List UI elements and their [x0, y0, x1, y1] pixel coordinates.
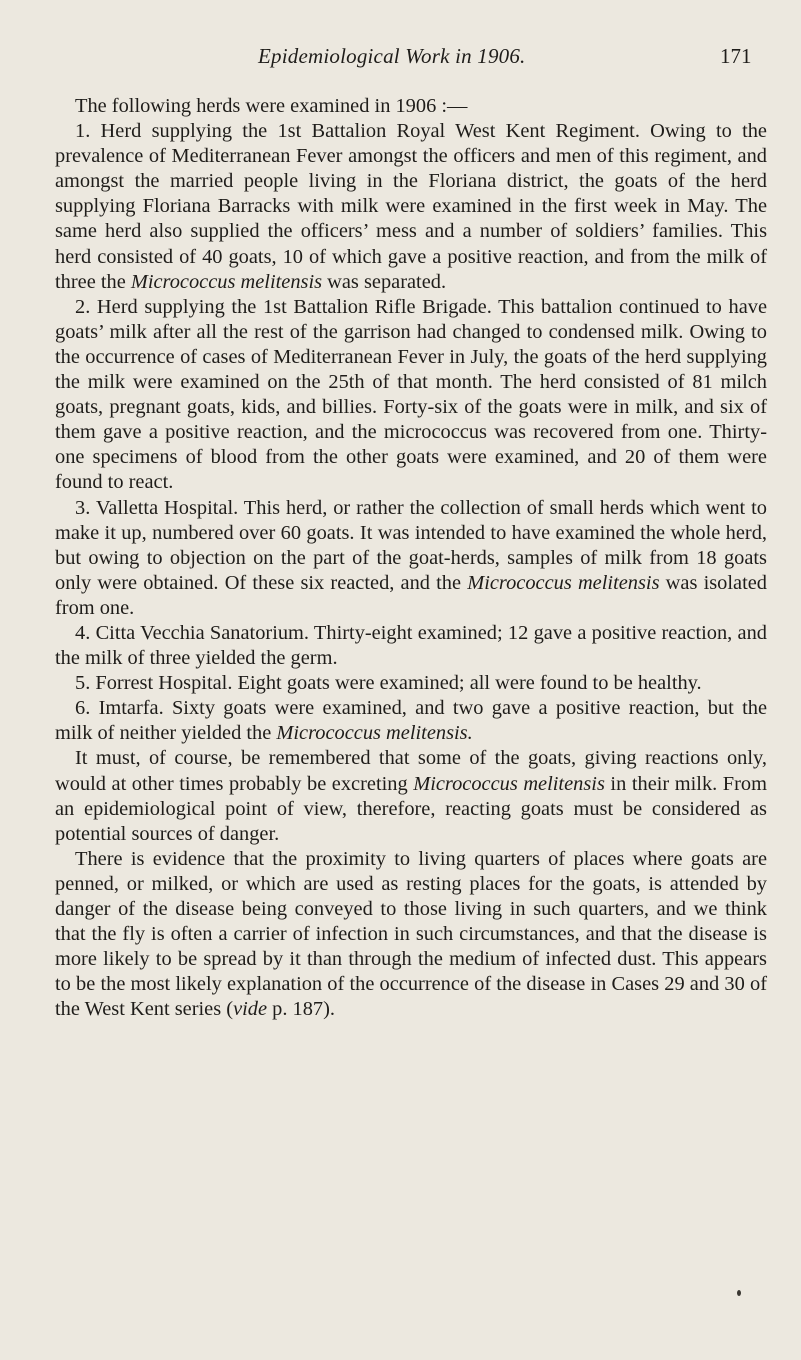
herd-4-paragraph	[55, 621, 767, 671]
remark-text-end: in their milk. From an epidemiological point of view, therefore, reacting goats must be considered as potential sources of danger.	[55, 772, 767, 845]
species-name: Micrococcus melitensis	[130, 270, 323, 293]
species-name: Micrococcus melitensis	[467, 571, 660, 594]
vide-word: vide	[233, 998, 268, 1021]
running-title: Epidemiological Work in 1906.	[258, 44, 526, 68]
remark-paragraph	[55, 746, 767, 846]
evidence-text: There is evidence that the proximity to living quarters of places where goats are penned, or milked, or which are used as resting places for the goats, is attended by danger of the disease being conveyed to those living in such quarters, and we think that the fly is often a carrier of infection in such circumstances, and that the disease is more likely to be spread by it than through the medium of infected dust. This appears to be the most likely explanation of the occurrence of the disease in Cases 29 and 30 of the West Kent series (	[55, 847, 767, 1021]
running-head	[0, 44, 801, 74]
herd-5-paragraph	[55, 671, 767, 696]
herd-6-paragraph	[55, 696, 767, 746]
herd-6-text: 6. Imtarfa. Sixty goats were examined, and two gave a positive reaction, but the milk of neither yielded the	[55, 697, 767, 745]
herd-2-text: 2. Herd supplying the 1st Battalion Rifle Brigade. This battalion continued to have goats’ milk after all the rest of the garrison had changed to condensed milk. Owing to the occurrence of cases of Mediterranean Fever in July, the goats of the herd supplying the milk were examined on the 25th of that month. The herd consisted of 81 milch goats, pregnant goats, kids, and billies. Forty-six of the goats were in milk, and six of them gave a positive reaction, and the micrococcus was recovered from one. Thirty-one specimens of blood from the other goats were examined, and 20 of them were found to react.	[55, 295, 767, 494]
intro-paragraph	[55, 94, 767, 119]
intro-text: The following herds were examined in 1906 :—	[75, 95, 468, 117]
herd-1-text-end: was separated.	[322, 270, 447, 293]
species-name: Micrococcus melitensis.	[276, 722, 473, 745]
herd-3-text: 3. Valletta Hospital. This herd, or rather the collection of small herds which went to make it up, numbered over 60 goats. It was intended to have examined the whole herd, but owing to objection on the part of the goat-herds, samples of milk from 18 goats only were obtained. Of these six reacted, and the	[55, 496, 767, 594]
herd-5-text: 5. Forrest Hospital. Eight goats were examined; all were found to be healthy.	[75, 672, 702, 695]
herd-3-text-end: was isolated from one.	[55, 571, 767, 619]
body-text	[55, 94, 767, 1022]
page-number: 171	[720, 44, 752, 68]
evidence-text-end: p. 187).	[267, 998, 335, 1021]
species-name: Micrococcus melitensis	[413, 772, 605, 795]
herd-3-paragraph	[55, 496, 767, 621]
evidence-paragraph	[55, 847, 767, 1023]
remark-text: It must, of course, be remembered that some of the goats, giving reactions only, would at other times probably be excreting	[55, 747, 767, 795]
herd-1-paragraph	[55, 119, 767, 295]
herd-1-text: 1. Herd supplying the 1st Battalion Royal West Kent Regiment. Owing to the prevalence of Mediterranean Fever amongst the officers and men of this regiment, and amongst the married people living in the Floriana district, the goats of the herd supplying Floriana Barracks with milk were examined in the first week in May. The same herd also supplied the officers’ mess and a number of soldiers’ families. This herd consisted of 40 goats, 10 of which gave a positive reaction, and from the milk of three the	[55, 120, 767, 293]
ink-speck	[737, 1290, 741, 1296]
herd-4-text: 4. Citta Vecchia Sanatorium. Thirty-eight examined; 12 gave a positive reaction, and the milk of three yielded the germ.	[55, 621, 767, 670]
herd-2-paragraph	[55, 295, 767, 496]
